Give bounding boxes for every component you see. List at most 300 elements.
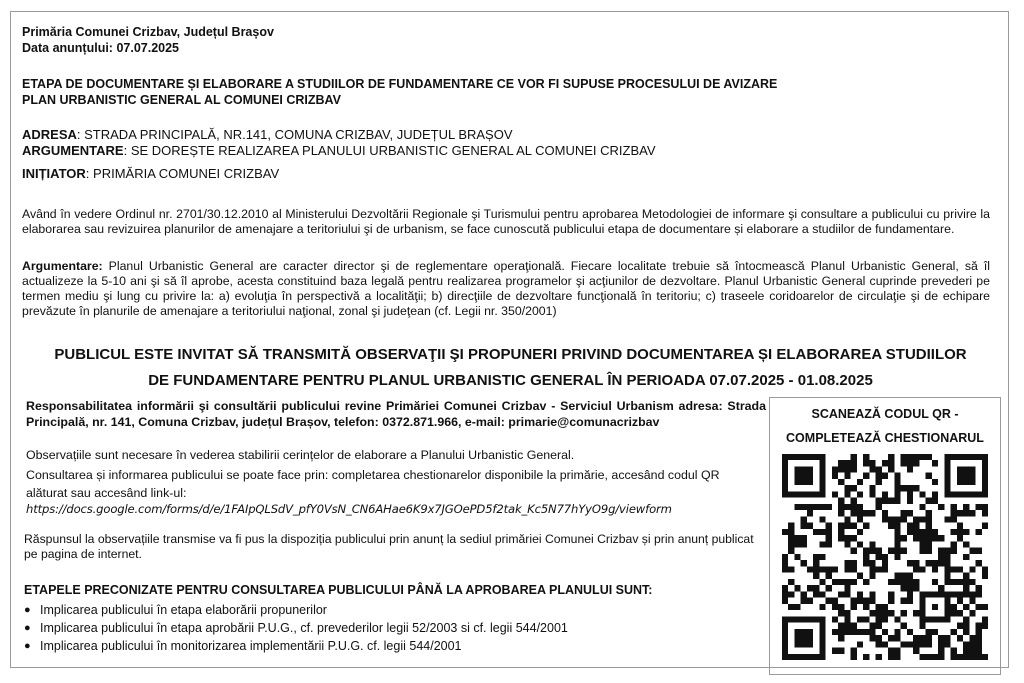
qr-module [801,454,807,460]
qr-module [876,466,882,472]
qr-module [851,504,857,510]
qr-module [782,466,788,472]
qr-module [794,604,800,610]
qr-module [876,616,882,622]
qr-module [926,535,932,541]
qr-module [882,566,888,572]
intro-paragraph: Având în vedere Ordinul nr. 2701/30.12.2010 al Ministerului Dezvoltării Regionale şi Turismului pentru aprobarea Metodologiei de informare şi consultare a publicului cu privire la elaborarea sau revizuirea planurilor de amenajare a teritoriului şi de urbanism, se face cunoscută publicului etapa de documentare și elaborare a studiilor de fundamentare. [22,207,990,236]
qr-module [963,541,969,547]
qr-module [944,616,950,622]
qr-module [826,535,832,541]
qr-module [844,560,850,566]
qr-module [832,598,838,604]
qr-module [844,473,850,479]
qr-module [844,629,850,635]
qr-module [951,541,957,547]
qr-module [813,491,819,497]
qr-module [832,473,838,479]
qr-module [807,523,813,529]
qr-module [857,479,863,485]
qr-module [932,460,938,466]
qr-module [888,466,894,472]
qr-panel [769,397,1001,675]
qr-module [838,504,844,510]
qr-module [957,491,963,497]
qr-module [951,516,957,522]
qr-module [932,654,938,660]
qr-module [963,579,969,585]
invitation-line2: DE FUNDAMENTARE PENTRU PLANUL URBANISTIC GENERAL ÎN PERIOADA 07.07.2025 - 01.08.2025 [148,372,873,389]
qr-module [819,529,825,535]
qr-module [938,560,944,566]
qr-module [882,491,888,497]
qr-module [938,535,944,541]
qr-module [963,573,969,579]
qr-module [888,654,894,660]
qr-module [951,579,957,585]
qr-module [926,616,932,622]
qr-module [782,454,788,460]
qr-module [957,579,963,585]
qr-module [782,623,788,629]
qr-module [863,604,869,610]
qr-code-graphic [782,454,988,660]
qr-module [976,629,982,635]
qr-module [919,566,925,572]
qr-module [838,535,844,541]
steps-list [24,601,568,655]
argument-label: ARGUMENTARE [22,143,124,158]
qr-module [894,635,900,641]
qr-module [788,529,794,535]
qr-module [788,535,794,541]
qr-module [876,604,882,610]
qr-module [888,579,894,585]
issuer-name: Primăria Comunei Crizbav, Județul Brașov [22,25,274,39]
qr-module [882,604,888,610]
qr-module [919,623,925,629]
qr-module [794,654,800,660]
qr-module [944,479,950,485]
qr-module [838,460,844,466]
qr-module [944,591,950,597]
qr-module [913,460,919,466]
qr-module [857,573,863,579]
qr-module [807,466,813,472]
qr-module [951,654,957,660]
qr-module [938,548,944,554]
qr-module [969,473,975,479]
qr-module [919,641,925,647]
qr-module [963,504,969,510]
qr-module [869,629,875,635]
qr-module [807,654,813,660]
qr-module [901,598,907,604]
qr-module [857,591,863,597]
qr-module [888,498,894,504]
qr-module [819,616,825,622]
qr-module [951,566,957,572]
qr-module [976,623,982,629]
qr-module [963,616,969,622]
qr-module [957,479,963,485]
qr-module [788,523,794,529]
qr-module [813,654,819,660]
qr-module [932,629,938,635]
qr-module [907,591,913,597]
qr-module [801,491,807,497]
qr-module [882,629,888,635]
qr-module [819,623,825,629]
qr-module [982,504,988,510]
qr-module [807,504,813,510]
qr-module [907,573,913,579]
form-link[interactable]: https://docs.google.com/forms/d/e/1FAIpQLSdV_pfY0VsN_CN6AHae6K9x7JGOePD5f2tak_Kc5N77hYyO9g/viewform [26,502,672,516]
qr-module [913,535,919,541]
qr-module [801,535,807,541]
qr-module [894,523,900,529]
qr-module [844,523,850,529]
qr-module [832,604,838,610]
qr-module [807,479,813,485]
qr-module [951,604,957,610]
qr-module [869,560,875,566]
qr-module [907,598,913,604]
qr-module [807,616,813,622]
qr-module [857,510,863,516]
qr-module [794,641,800,647]
qr-module [826,573,832,579]
qr-module [782,598,788,604]
qr-module [844,616,850,622]
qr-module [913,529,919,535]
qr-module [913,523,919,529]
qr-module [857,641,863,647]
qr-module [894,629,900,635]
qr-module [869,598,875,604]
qr-module [801,616,807,622]
qr-module [919,591,925,597]
qr-module [976,641,982,647]
qr-module [919,491,925,497]
qr-module [844,504,850,510]
qr-module [919,516,925,522]
list-item: ● Implicarea publicului în etapa elaborării propunerilor [24,601,568,619]
qr-module [976,604,982,610]
qr-module [901,535,907,541]
qr-module [782,654,788,660]
qr-module [857,541,863,547]
qr-module [801,523,807,529]
qr-module [788,591,794,597]
qr-module [782,560,788,566]
qr-module [807,491,813,497]
qr-module [901,548,907,554]
qr-module [969,579,975,585]
qr-module [819,566,825,572]
qr-module [838,579,844,585]
qr-module [976,648,982,654]
qr-module [982,566,988,572]
qr-module [919,610,925,616]
qr-module [969,591,975,597]
qr-module [963,491,969,497]
qr-module [851,485,857,491]
qr-module [782,491,788,497]
qr-module [894,548,900,554]
qr-module [894,648,900,654]
qr-module [913,648,919,654]
qr-module [932,604,938,610]
qr-module [876,654,882,660]
qr-module [938,648,944,654]
qr-module [944,491,950,497]
qr-module [851,510,857,516]
qr-heading-line2: COMPLETEAZĂ CHESTIONARUL [786,431,984,445]
qr-module [913,560,919,566]
response-text: Răspunsul la observațiile transmise va fi pus la dispoziția publicului prin anunț la sediul primăriei Comunei Crizbav și prin anunț publicat pe pagina de internet. [24,532,754,561]
qr-module [826,523,832,529]
qr-module [838,529,844,535]
argumentation-paragraph [22,259,990,319]
qr-module [894,529,900,535]
qr-module [863,548,869,554]
qr-module [938,591,944,597]
qr-module [938,585,944,591]
qr-module [838,523,844,529]
qr-module [801,641,807,647]
qr-module [863,510,869,516]
qr-module [969,466,975,472]
qr-module [913,516,919,522]
qr-module [819,579,825,585]
qr-module [982,454,988,460]
qr-module [826,529,832,535]
qr-module [957,635,963,641]
argumentation-text: Planul Urbanistic General are caracter director şi de reglementare operaţională. Fiecare localitate trebuie să întocmească Planul Urbanistic General, să îl actualizeze la 5-10 ani şi să îl aprobe, acesta constituind baza legală pentru realizarea programelor şi acţiunilor de dezvoltare. Planul Urbanistic General cuprinde prevederi pe termen mediu şi lung cu privire la: a) evoluţia în perspectivă a localităţii; b) direcţiile de dezvoltare funcţională în teritoriu; c) traseele coridoarelor de circulaţie şi de echipare prevăzute în planurile de amenajare a teritoriului naţional, zonal şi judeţean (cf. Legii nr. 350/2001) [22,259,990,318]
qr-module [851,579,857,585]
qr-module [844,485,850,491]
qr-code-icon[interactable] [782,454,988,660]
qr-module [882,610,888,616]
qr-module [963,648,969,654]
qr-module [782,566,788,572]
qr-module [982,616,988,622]
qr-module [976,504,982,510]
qr-module [813,560,819,566]
qr-module [863,460,869,466]
qr-module [794,473,800,479]
qr-module [951,610,957,616]
qr-module [969,479,975,485]
qr-module [857,598,863,604]
qr-module [851,623,857,629]
qr-module [801,479,807,485]
qr-module [869,510,875,516]
qr-module [932,560,938,566]
qr-module [907,491,913,497]
qr-module [851,523,857,529]
qr-module [782,529,788,535]
qr-module [963,479,969,485]
qr-module [857,616,863,622]
qr-module [838,604,844,610]
qr-module [869,548,875,554]
qr-module [932,529,938,535]
qr-module [982,654,988,660]
qr-module [869,541,875,547]
qr-module [901,641,907,647]
qr-module [901,510,907,516]
qr-module [894,485,900,491]
qr-module [851,654,857,660]
qr-module [863,454,869,460]
qr-module [976,548,982,554]
qr-module [901,460,907,466]
qr-module [951,504,957,510]
qr-module [851,598,857,604]
qr-module [819,460,825,466]
qr-module [944,604,950,610]
qr-module [888,523,894,529]
qr-module [819,466,825,472]
qr-module [882,516,888,522]
qr-module [869,591,875,597]
qr-module [869,610,875,616]
qr-module [957,454,963,460]
qr-module [951,454,957,460]
qr-module [838,610,844,616]
qr-module [944,454,950,460]
qr-module [826,598,832,604]
qr-module [782,473,788,479]
qr-module [851,460,857,466]
qr-module [926,641,932,647]
qr-module [876,498,882,504]
qr-module [782,591,788,597]
qr-module [907,460,913,466]
qr-module [951,529,957,535]
qr-module [969,654,975,660]
argument-value: : SE DOREȘTE REALIZAREA PLANULUI URBANISTIC GENERAL AL COMUNEI CRIZBAV [123,143,656,158]
qr-module [913,454,919,460]
consultation-text: Consultarea și informarea publicului se poate face prin: completarea chestionarelor disponibile la primărie, accesând codul QR alăturat sau accesând link-ul: [26,468,720,500]
qr-module [913,635,919,641]
argumentation-label: Argumentare: [22,259,103,273]
initiator-value: : PRIMĂRIA COMUNEI CRIZBAV [85,166,280,181]
qr-module [782,554,788,560]
qr-module [944,566,950,572]
qr-module [844,541,850,547]
qr-module [982,460,988,466]
qr-module [901,516,907,522]
qr-module [982,523,988,529]
steps-title: ETAPELE PRECONIZATE PENTRU CONSULTAREA PUBLICULUI PÂNĂ LA APROBAREA PLANULUI SUNT: [24,583,653,597]
qr-heading-line1: SCANEAZĂ CODUL QR - [811,407,959,421]
qr-module [957,591,963,597]
qr-module [963,454,969,460]
qr-module [963,654,969,660]
qr-module [801,591,807,597]
qr-module [869,623,875,629]
qr-module [863,654,869,660]
qr-module [844,579,850,585]
qr-module [932,591,938,597]
qr-module [801,516,807,522]
qr-module [857,529,863,535]
qr-module [819,479,825,485]
qr-module [919,504,925,510]
qr-module [919,454,925,460]
qr-module [794,629,800,635]
qr-module [944,473,950,479]
qr-module [863,616,869,622]
qr-module [838,623,844,629]
qr-module [982,485,988,491]
qr-module [913,641,919,647]
qr-module [944,579,950,585]
qr-module [969,635,975,641]
qr-module [813,566,819,572]
qr-module [913,579,919,585]
qr-module [782,479,788,485]
qr-module [813,529,819,535]
qr-module [907,523,913,529]
qr-module [976,654,982,660]
qr-module [832,629,838,635]
qr-module [976,560,982,566]
qr-module [976,491,982,497]
qr-module [969,566,975,572]
qr-module [819,491,825,497]
qr-module [863,473,869,479]
qr-module [976,454,982,460]
qr-module [944,635,950,641]
qr-module [851,560,857,566]
qr-module [826,504,832,510]
qr-module [926,529,932,535]
qr-module [782,485,788,491]
qr-module [894,516,900,522]
qr-module [844,623,850,629]
qr-module [969,510,975,516]
qr-module [788,616,794,622]
qr-module [844,516,850,522]
qr-module [957,510,963,516]
qr-module [901,579,907,585]
qr-module [938,554,944,560]
qr-module [819,648,825,654]
qr-module [969,648,975,654]
qr-module [944,554,950,560]
qr-module [844,491,850,497]
qr-module [876,623,882,629]
qr-module [819,541,825,547]
qr-module [938,654,944,660]
qr-module [819,629,825,635]
qr-module [976,591,982,597]
qr-module [832,491,838,497]
qr-module [907,454,913,460]
responsibility-paragraph: Responsabilitatea informării şi consultării publicului revine Primăriei Comunei Crizbav - Serviciul Urbanism adresa: Strada Principală, nr. 141, Comuna Crizbav, județul Brașov, telefon: 0372.871.966, e-mail: primarie@comunacrizbav [26,399,766,429]
qr-module [894,473,900,479]
qr-module [926,541,932,547]
qr-module [957,523,963,529]
qr-module [932,479,938,485]
qr-module [963,591,969,597]
qr-module [951,548,957,554]
qr-module [901,623,907,629]
